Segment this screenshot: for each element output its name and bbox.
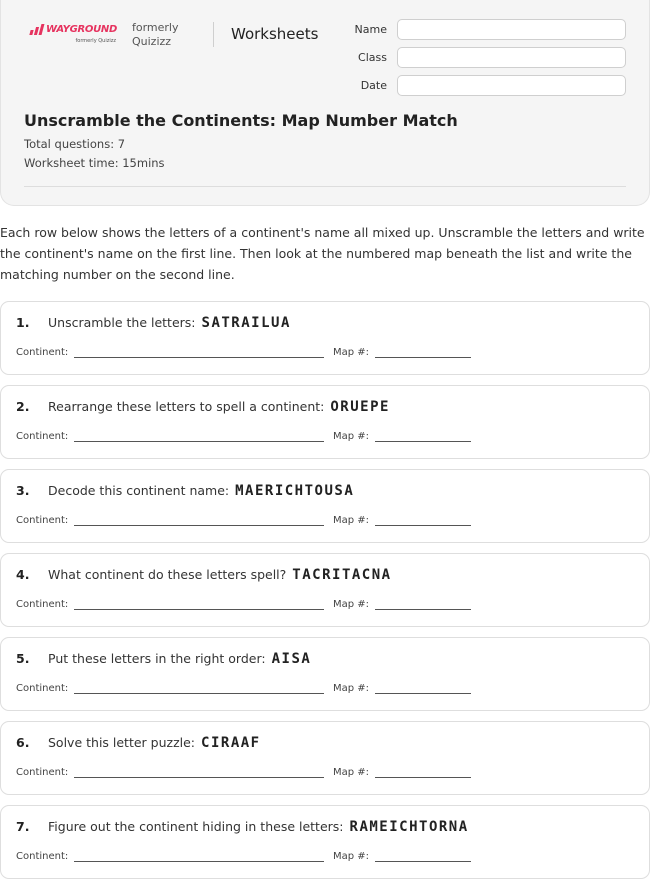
question-number: 3. bbox=[16, 483, 30, 498]
question-prompt: Decode this continent name: bbox=[48, 483, 230, 498]
map-number-label: Map #: bbox=[333, 599, 370, 610]
question-prompt: Solve this letter puzzle: bbox=[48, 735, 196, 750]
map-number-label: Map #: bbox=[333, 767, 370, 778]
map-number-label: Map #: bbox=[333, 431, 370, 442]
continent-label: Continent: bbox=[16, 767, 69, 778]
question-number: 1. bbox=[16, 315, 30, 330]
scrambled-letters: MAERICHTOUSA bbox=[235, 483, 355, 499]
continent-label: Continent: bbox=[16, 431, 69, 442]
continent-answer-line[interactable] bbox=[74, 693, 324, 694]
question-prompt: Put these letters in the right order: bbox=[48, 651, 266, 666]
continent-answer-line[interactable] bbox=[74, 861, 324, 862]
date-input[interactable] bbox=[397, 75, 626, 96]
date-label: Date bbox=[360, 79, 387, 92]
name-input[interactable] bbox=[397, 19, 626, 40]
map-number-answer-line[interactable] bbox=[375, 441, 471, 442]
question-number: 5. bbox=[16, 651, 30, 666]
logo-bars-icon bbox=[30, 24, 43, 35]
map-number-answer-line[interactable] bbox=[375, 609, 471, 610]
formerly-quizizz: formerly Quizizz bbox=[132, 21, 179, 48]
question-card-7 bbox=[0, 805, 650, 879]
map-number-label: Map #: bbox=[333, 515, 370, 526]
map-number-label: Map #: bbox=[333, 683, 370, 694]
map-number-answer-line[interactable] bbox=[375, 861, 471, 862]
continent-label: Continent: bbox=[16, 851, 69, 862]
section-label: Worksheets bbox=[231, 25, 319, 43]
question-prompt: What continent do these letters spell? bbox=[48, 567, 287, 582]
continent-label: Continent: bbox=[16, 599, 69, 610]
scrambled-letters: CIRAAF bbox=[201, 735, 261, 751]
date-field-row bbox=[347, 75, 626, 96]
map-number-label: Map #: bbox=[333, 347, 370, 358]
continent-label: Continent: bbox=[16, 347, 69, 358]
class-field-row bbox=[347, 47, 626, 68]
map-number-label: Map #: bbox=[333, 851, 370, 862]
name-field-row bbox=[347, 19, 626, 40]
class-input[interactable] bbox=[397, 47, 626, 68]
worksheet-header bbox=[0, 0, 650, 206]
worksheet-title: Unscramble the Continents: Map Number Match bbox=[24, 111, 458, 130]
scrambled-letters: TACRITACNA bbox=[292, 567, 392, 583]
header-divider bbox=[213, 22, 214, 47]
total-questions: Total questions: 7 bbox=[24, 137, 126, 151]
question-card-1 bbox=[0, 301, 650, 375]
continent-answer-line[interactable] bbox=[74, 441, 324, 442]
question-card-3 bbox=[0, 469, 650, 543]
map-number-answer-line[interactable] bbox=[375, 777, 471, 778]
question-card-4 bbox=[0, 553, 650, 627]
scrambled-letters: SATRAILUA bbox=[201, 315, 291, 331]
map-number-answer-line[interactable] bbox=[375, 357, 471, 358]
question-prompt: Unscramble the letters: bbox=[48, 315, 196, 330]
wayground-logo bbox=[30, 24, 118, 44]
brand-subtitle: formerly Quizizz bbox=[75, 38, 116, 44]
question-number: 7. bbox=[16, 819, 30, 834]
continent-label: Continent: bbox=[16, 515, 69, 526]
map-number-answer-line[interactable] bbox=[375, 525, 471, 526]
header-rule bbox=[24, 186, 626, 187]
name-label: Name bbox=[354, 23, 387, 36]
continent-answer-line[interactable] bbox=[74, 525, 324, 526]
question-card-6 bbox=[0, 721, 650, 795]
worksheet-time: Worksheet time: 15mins bbox=[24, 156, 165, 170]
map-number-answer-line[interactable] bbox=[375, 693, 471, 694]
continent-answer-line[interactable] bbox=[74, 777, 324, 778]
continent-label: Continent: bbox=[16, 683, 69, 694]
instructions: Each row below shows the letters of a continent's name all mixed up. Unscramble the letters and write the continent's name on the first line. Then look at the numbered map beneath the list and write the matching number on the second line. bbox=[0, 225, 645, 282]
question-number: 2. bbox=[16, 399, 30, 414]
continent-answer-line[interactable] bbox=[74, 357, 324, 358]
brand-name: WAYGROUND bbox=[46, 24, 118, 35]
class-label: Class bbox=[358, 51, 387, 64]
question-prompt: Rearrange these letters to spell a continent: bbox=[48, 399, 325, 414]
scrambled-letters: AISA bbox=[271, 651, 312, 667]
question-number: 4. bbox=[16, 567, 30, 582]
question-prompt: Figure out the continent hiding in these letters: bbox=[48, 819, 344, 834]
continent-answer-line[interactable] bbox=[74, 609, 324, 610]
scrambled-letters: RAMEICHTORNA bbox=[349, 819, 469, 835]
question-number: 6. bbox=[16, 735, 30, 750]
question-card-5 bbox=[0, 637, 650, 711]
scrambled-letters: ORUEPE bbox=[330, 399, 390, 415]
question-card-2 bbox=[0, 385, 650, 459]
